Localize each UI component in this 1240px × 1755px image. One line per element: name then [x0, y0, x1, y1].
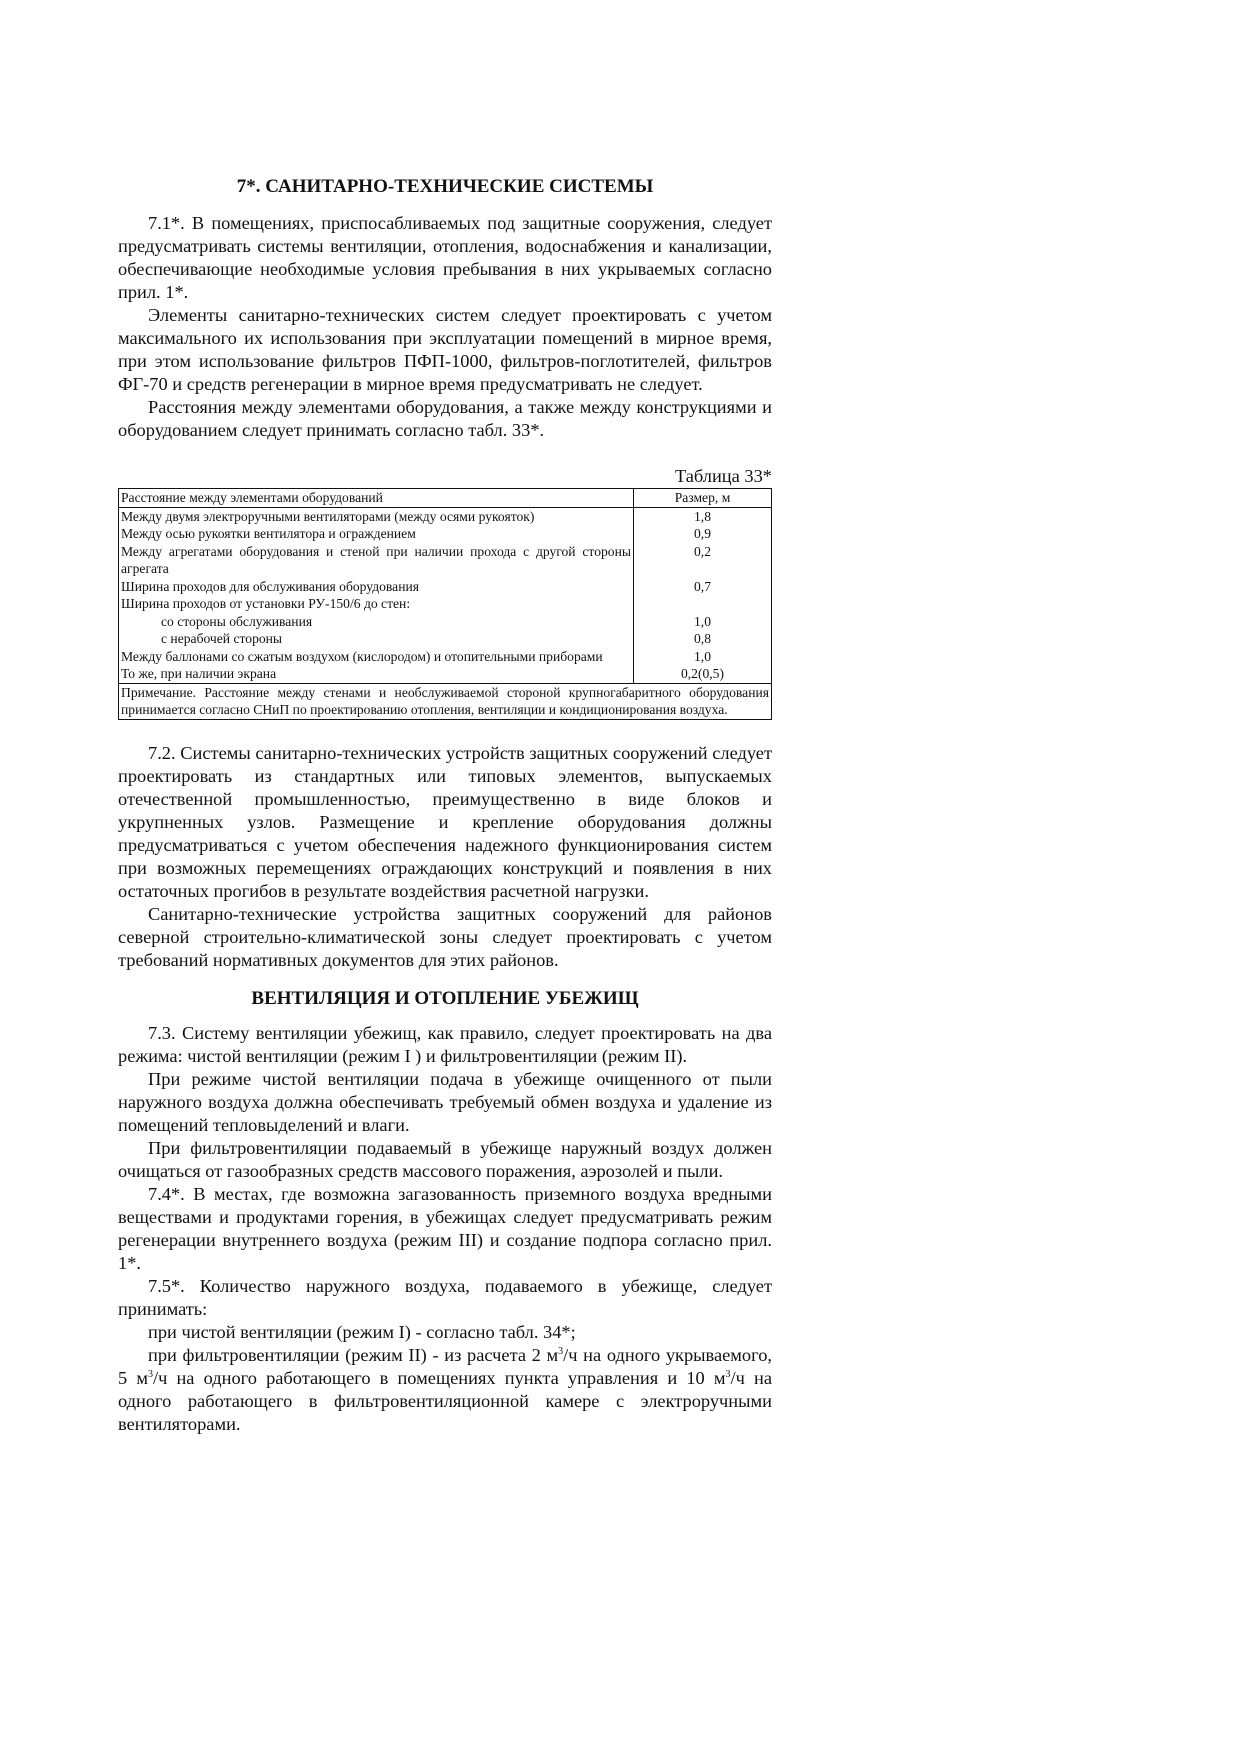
table-row: [119, 543, 772, 578]
paragraph-7-2: 7.2. Системы санитарно-технических устройств защитных сооружений следует проектировать из стандартных или типовых элементов, выпускаемых отечественной промышленностью, преимущественно в виде блоков и укрупненных узлов. Размещение и крепление оборудования должны предусматриваться с учетом обеспечения надежного функционирования систем при возможных перемещениях ограждающих конструкций и появления в них остаточных прогибов в результате воздействия расчетной нагрузки.: [118, 742, 772, 901]
table-row: [119, 507, 772, 525]
row-value: 1,0: [694, 648, 711, 664]
paragraph-distances: Расстояния между элементами оборудования, а также между конструкциями и оборудованием следует принимать согласно табл. 33*.: [118, 397, 772, 440]
document-page: [118, 170, 772, 1436]
paragraph-elements: Элементы санитарно-технических систем следует проектировать с учетом максимального их использования при эксплуатации помещений в мирное время, при этом использование фильтров ПФП-1000, фильтров-поглотителей, фильтров ФГ-70 и средств регенерации в мирное время предусматривать не следует.: [118, 305, 772, 394]
table-row: [119, 595, 772, 613]
table-note-row: [119, 683, 772, 719]
paragraph-7-4: 7.4*. В местах, где возможна загазованность приземного воздуха вредными веществами и продуктами горения, в убежищах следует предусматривать режим регенерации внутреннего воздуха (режим III) и создание подпора согласно прил. 1*.: [118, 1183, 772, 1273]
paragraph-mode-1: при чистой вентиляции (режим I) - согласно табл. 34*;: [148, 1321, 576, 1342]
paragraph-filtration: При фильтровентиляции подаваемый в убежище наружный воздух должен очищаться от газообразных средств массового поражения, аэрозолей и пыли.: [118, 1137, 772, 1181]
row-label: Между баллонами со сжатым воздухом (кислородом) и отопительными приборами: [119, 648, 634, 666]
paragraph-7-1: 7.1*. В помещениях, приспосабливаемых под защитные сооружения, следует предусматривать системы вентиляции, отопления, водоснабжения и канализации, обеспечивающие необходимые условия пребывания в них укрываемых согласно прил. 1*.: [118, 213, 772, 302]
row-value: [634, 595, 772, 613]
superscript-3: 3: [558, 1345, 564, 1357]
table-row: [119, 578, 772, 596]
table-header-row: [119, 489, 772, 508]
row-value: 1,0: [694, 613, 711, 629]
row-value: 0,9: [694, 526, 711, 541]
paragraph-northern-zone: Санитарно-технические устройства защитных сооружений для районов северной строительно-климатической зоны следует проектировать с учетом требований нормативных документов для этих районов.: [118, 903, 772, 970]
paragraph-7-3: 7.3. Систему вентиляции убежищ, как правило, следует проектировать на два режима: чистой вентиляции (режим I ) и фильтровентиляции (режим II).: [118, 1022, 772, 1066]
row-label: с нерабочей стороны: [119, 630, 634, 648]
row-label: Между осью рукоятки вентилятора и ограждением: [119, 525, 634, 543]
table-row: [119, 525, 772, 543]
paragraph-mode-2: [118, 1344, 772, 1436]
superscript-3: 3: [147, 1368, 153, 1380]
table-note: Примечание. Расстояние между стенами и необслуживаемой стороной крупногабаритного оборудования принимается согласно СНиП по проектированию отопления, вентиляции и кондиционирования воздуха.: [119, 683, 772, 719]
row-value: 0,7: [694, 578, 711, 594]
row-label: То же, при наличии экрана: [119, 665, 634, 683]
row-label: Между агрегатами оборудования и стеной при наличии прохода с другой стороны агрегата: [119, 543, 634, 578]
row-value: 1,8: [694, 508, 711, 524]
row-value: 0,8: [694, 631, 711, 646]
mode-2-text: /ч на одного работающего в помещениях пункта управления и 10 м: [152, 1367, 726, 1388]
paragraph-clean-ventilation: При режиме чистой вентиляции подача в убежище очищенного от пыли наружного воздуха должна обеспечивать требуемый обмен воздуха и удаление из помещений тепловыделений и влаги.: [118, 1068, 772, 1135]
subsection-title: ВЕНТИЛЯЦИЯ И ОТОПЛЕНИЕ УБЕЖИЩ: [251, 987, 639, 1009]
row-label: Ширина проходов от установки РУ-150/6 до стен:: [119, 595, 634, 613]
table-caption: Таблица 33*: [674, 466, 772, 486]
table-row: [119, 648, 772, 666]
superscript-3: 3: [725, 1368, 731, 1380]
row-label: Между двумя электроручными вентиляторами (между осями рукояток): [119, 507, 634, 525]
table-header-distance: Расстояние между элементами оборудований: [119, 489, 634, 508]
row-label: Ширина проходов для обслуживания оборудования: [119, 578, 634, 596]
section-title: 7*. САНИТАРНО-ТЕХНИЧЕСКИЕ СИСТЕМЫ: [236, 176, 654, 197]
mode-2-text: /ч на одного работающего в фильтровентиляционной камере с электроручными вентиляторами.: [118, 1367, 772, 1434]
row-value: 0,2(0,5): [680, 666, 725, 681]
table-header-size: Размер, м: [634, 489, 772, 508]
table-row: [119, 630, 772, 648]
mode-2-text: /ч на одного укрываемого, 5 м: [118, 1344, 772, 1388]
row-label: со стороны обслуживания: [119, 613, 634, 631]
distance-table: [118, 488, 772, 720]
row-value: 0,2: [694, 543, 711, 559]
paragraph-7-5: 7.5*. Количество наружного воздуха, подаваемого в убежище, следует принимать:: [118, 1275, 772, 1319]
mode-2-text: при фильтровентиляции (режим II) - из расчета 2 м: [148, 1344, 559, 1365]
table-row: [119, 613, 772, 631]
table-row: [119, 665, 772, 683]
